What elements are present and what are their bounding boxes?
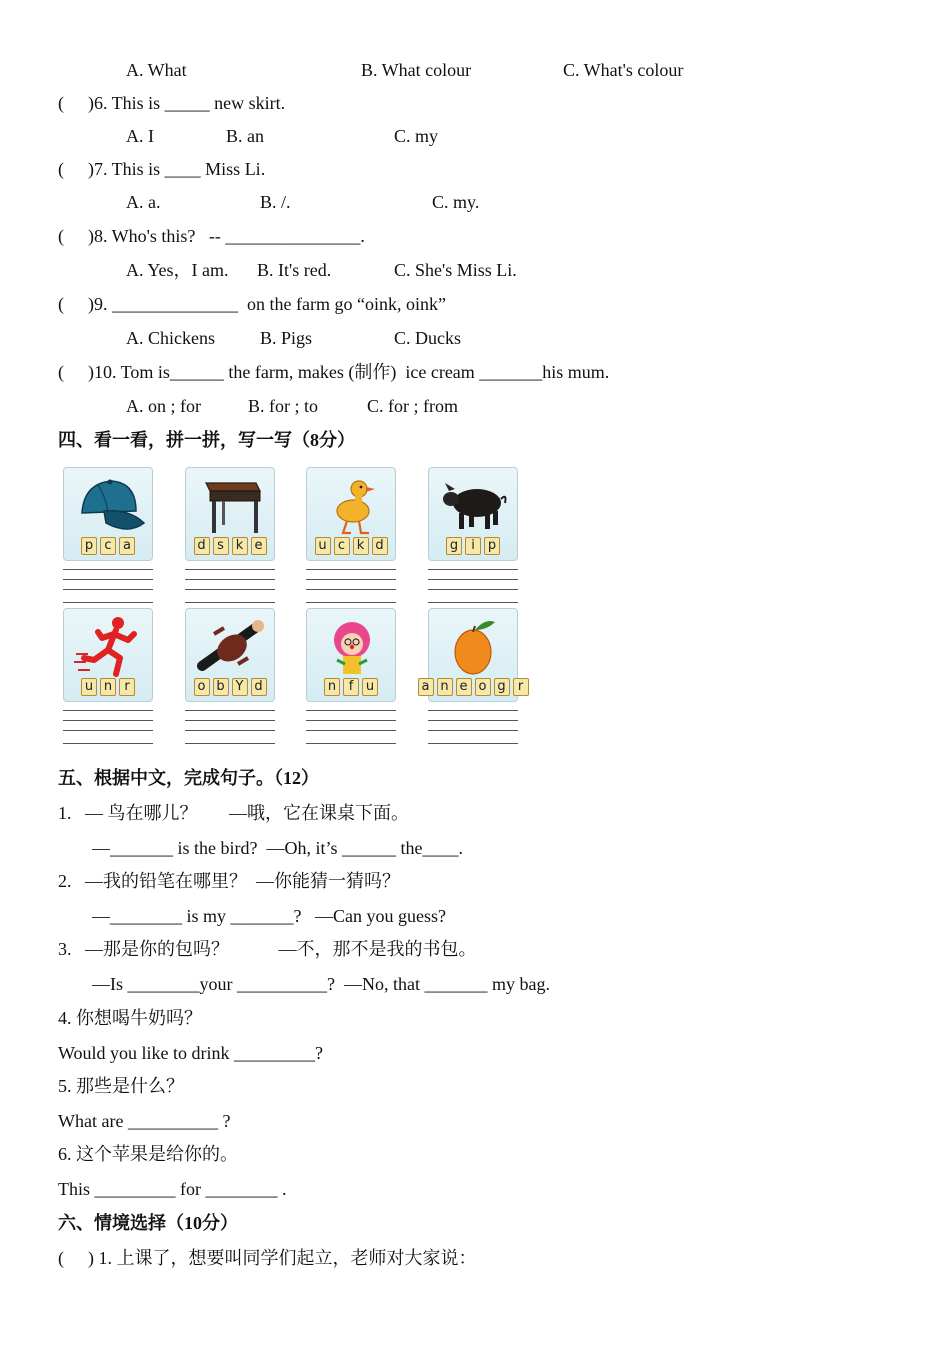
q7-option-b: B. /. (260, 192, 291, 212)
q8-option-c: C. She's Miss Li. (394, 260, 517, 280)
s6-q1-paren: ( (58, 1248, 64, 1268)
q10-option-a: A. on ; for (126, 396, 201, 416)
duck-icon (313, 473, 391, 537)
writing-lines (428, 569, 518, 605)
s5-item-5-chinese: 5. 那些是什么？ (58, 1076, 184, 1096)
picture-card-orange (421, 608, 524, 702)
letter-tile: r (119, 678, 135, 696)
writing-lines (185, 569, 275, 605)
letter-tile: k (232, 537, 248, 555)
s5-item-1-chinese: 1. — 鸟在哪儿？ —哦，它在课桌下面。 (58, 803, 409, 823)
q6-option-b: B. an (226, 126, 264, 146)
letter-tile: o (475, 678, 491, 696)
section6-title: 六、情境选择（10分） (58, 1213, 238, 1233)
letter-tile: s (213, 537, 229, 555)
letter-tiles (190, 678, 270, 696)
s5-item-3-chinese: 3. —那是你的包吗？ —不，那不是我的书包。 (58, 939, 477, 959)
q5-option-c: C. What's colour (563, 60, 684, 80)
letter-tile: d (372, 537, 388, 555)
pig-icon (435, 473, 513, 537)
letter-tiles (311, 537, 391, 555)
q10-option-c: C. for ; from (367, 396, 458, 416)
picture-card-cap (63, 467, 153, 561)
s6-q1-question: ) 1. 上课了，想要叫同学们起立，老师对大家说： (88, 1248, 477, 1268)
q10-paren: ( (58, 362, 64, 382)
letter-tile: c (100, 537, 116, 555)
letter-tile: n (100, 678, 116, 696)
s5-item-6-chinese: 6. 这个苹果是给你的。 (58, 1144, 238, 1164)
letter-tile: b (213, 678, 229, 696)
q6-option-a: A. I (126, 126, 154, 146)
picture-card-body (185, 608, 275, 702)
writing-lines (185, 710, 275, 746)
picture-card-fun (306, 608, 396, 702)
writing-lines (306, 569, 396, 605)
letter-tile: k (353, 537, 369, 555)
picture-card-run (63, 608, 153, 702)
letter-tile: u (315, 537, 331, 555)
q7-paren: ( (58, 159, 64, 179)
letter-tiles (421, 678, 524, 696)
writing-lines (63, 710, 153, 746)
s5-item-6-english: This _________ for ________ . (58, 1179, 287, 1199)
letter-tile: g (494, 678, 510, 696)
q9-paren: ( (58, 294, 64, 314)
letter-tiles (433, 537, 513, 555)
letter-tile: i (465, 537, 481, 555)
q9-option-a: A. Chickens (126, 328, 215, 348)
letter-tile: n (437, 678, 453, 696)
s5-item-2-english: —________ is my _______? —Can you guess? (92, 906, 446, 926)
letter-tile: a (418, 678, 434, 696)
q8-option-a: A. Yes，I am. (126, 260, 229, 280)
q5-option-b: B. What colour (361, 60, 472, 80)
letter-tile: e (251, 537, 267, 555)
s5-item-5-english: What are __________ ? (58, 1111, 231, 1131)
q8-option-b: B. It's red. (257, 260, 332, 280)
s5-item-4-chinese: 4. 你想喝牛奶吗？ (58, 1008, 202, 1028)
q10-question: )10. Tom is______ the farm, makes (制作) ice cream _______his mum. (88, 362, 610, 382)
letter-tile: p (81, 537, 97, 555)
letter-tiles (190, 537, 270, 555)
letter-tiles (311, 678, 391, 696)
letter-tile: Y (232, 678, 248, 696)
q7-question: )7. This is ____ Miss Li. (88, 159, 266, 179)
letter-tile: n (324, 678, 340, 696)
q7-option-c: C. my. (432, 192, 480, 212)
letter-tile: o (194, 678, 210, 696)
q6-question: )6. This is _____ new skirt. (88, 93, 286, 113)
q10-option-b: B. for ; to (248, 396, 318, 416)
letter-tile: u (362, 678, 378, 696)
letter-tile: f (343, 678, 359, 696)
q6-option-c: C. my (394, 126, 439, 146)
letter-tile: d (194, 537, 210, 555)
writing-lines (63, 569, 153, 605)
letter-tile: g (446, 537, 462, 555)
s5-item-2-chinese: 2. —我的铅笔在哪里？ —你能猜一猜吗？ (58, 871, 400, 891)
writing-lines (306, 710, 396, 746)
runner-icon (70, 614, 148, 678)
letter-tile: c (334, 537, 350, 555)
cap-icon (70, 473, 148, 537)
letter-tile: a (119, 537, 135, 555)
letter-tile: r (513, 678, 529, 696)
picture-card-pig (428, 467, 518, 561)
clown-icon (313, 614, 391, 678)
letter-tile: d (251, 678, 267, 696)
s5-item-4-english: Would you like to drink _________? (58, 1043, 324, 1063)
orange-icon (435, 614, 513, 678)
q6-paren: ( (58, 93, 64, 113)
s5-item-3-english: —Is ________your __________? —No, that _______ my bag. (92, 974, 550, 994)
q9-option-b: B. Pigs (260, 328, 313, 348)
letter-tile: p (484, 537, 500, 555)
body-icon (192, 614, 270, 678)
q9-option-c: C. Ducks (394, 328, 461, 348)
q8-paren: ( (58, 226, 64, 246)
section4-title: 四、看一看，拼一拼，写一写（8分） (58, 430, 355, 450)
q5-option-a: A. What (126, 60, 187, 80)
letter-tiles (68, 678, 148, 696)
letter-tiles (68, 537, 148, 555)
q7-option-a: A. a. (126, 192, 161, 212)
writing-lines (428, 710, 518, 746)
s5-item-1-english: —_______ is the bird? —Oh, it’s ______ the____. (92, 838, 463, 858)
picture-card-duck (306, 467, 396, 561)
letter-tile: e (456, 678, 472, 696)
q8-question: )8. Who's this? -- _______________. (88, 226, 365, 246)
desk-icon (192, 473, 270, 537)
q9-question: )9. ______________ on the farm go “oink, oink” (88, 294, 446, 314)
letter-tile: u (81, 678, 97, 696)
picture-card-desk (185, 467, 275, 561)
section5-title: 五、根据中文，完成句子。（12） (58, 768, 319, 788)
